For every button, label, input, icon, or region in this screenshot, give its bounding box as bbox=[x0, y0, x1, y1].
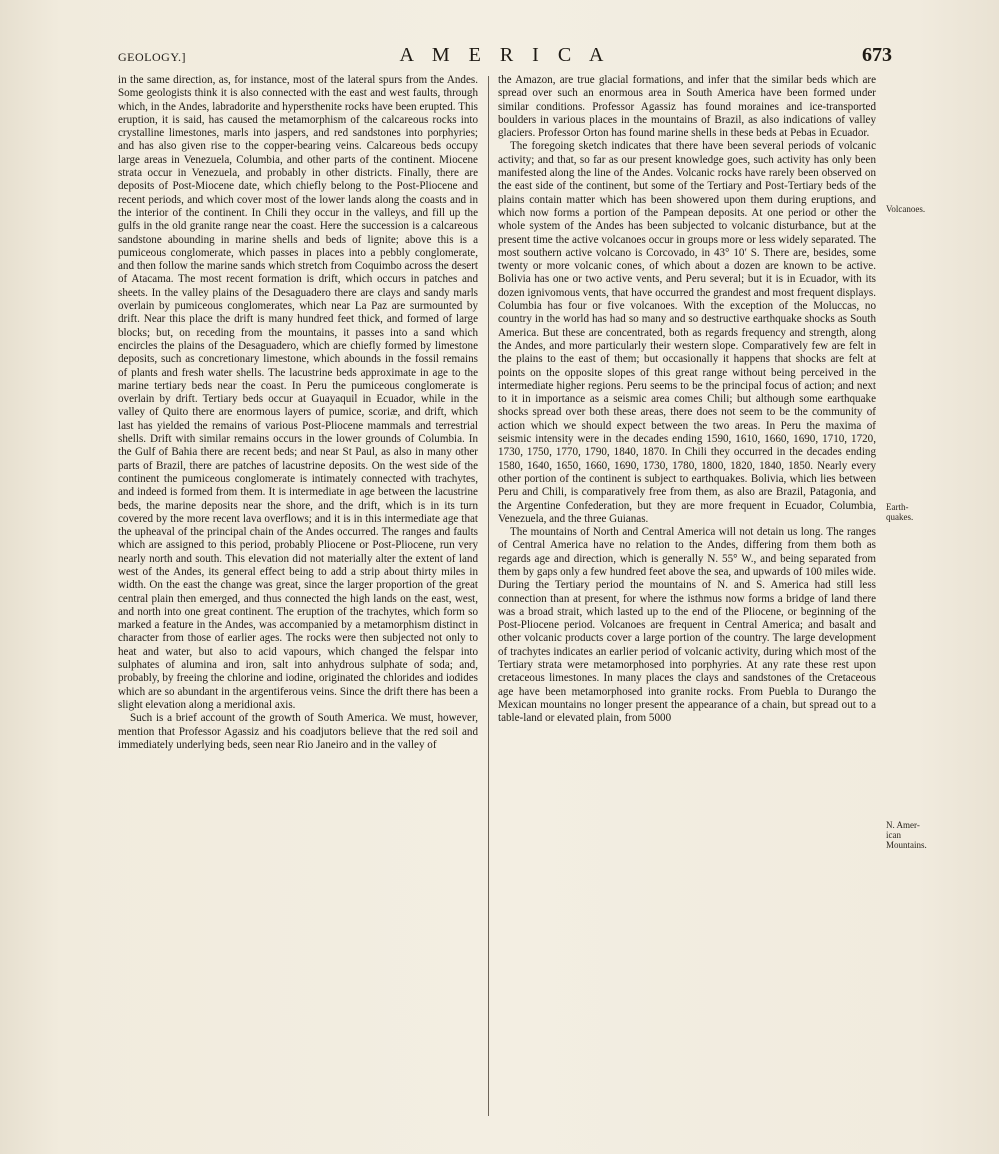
column-divider bbox=[488, 76, 489, 1116]
margin-note-earthquakes bbox=[886, 502, 946, 522]
margin-note-text: Volcanoes. bbox=[886, 204, 926, 214]
margin-note-volcanoes bbox=[886, 204, 946, 214]
margin-note-text: ican bbox=[886, 830, 901, 840]
left-column bbox=[118, 74, 478, 1134]
paragraph: the Amazon, are true glacial formations, and infer that the similar beds which are spread over such an enormous area in South America have been formed under similar conditions. Professor Agassiz has found moraines and ice-transported boulders in various places in the mountains of Brazil, as also indications of valley glaciers. Professor Orton has found marine shells in these beds at Pebas in Ecuador. bbox=[498, 74, 876, 140]
page-number: 673 bbox=[862, 44, 892, 66]
margin-note-text: Mountains. bbox=[886, 840, 927, 850]
section-label: GEOLOGY.] bbox=[118, 50, 186, 64]
page-title: A M E R I C A bbox=[399, 44, 611, 66]
margin-note-american-mountains bbox=[886, 820, 946, 850]
paragraph: Such is a brief account of the growth of South America. We must, however, mention that Professor Agassiz and his coadjutors believe that the red soil and immediately underlying beds, seen near Rio Janeiro and in the valley of bbox=[118, 712, 478, 751]
margin-note-text: Earth- bbox=[886, 502, 909, 512]
margin-note-text: N. Amer- bbox=[886, 820, 920, 830]
paragraph: in the same direction, as, for instance, most of the lateral spurs from the Andes. Some geologists think it is also connected with the east and west faults, through which, in the Andes, labradorite and hypersthenite rocks have been erupted. This eruption, it is said, has caused the metamorphism of the calcareous rocks into crystalline limestones, marls into jaspers, and red sandstones into porphyries; and has also given rise to the copper-bearing veins. Calcareous beds occupy large areas in Venezuela, Columbia, and other parts of the continent. Miocene strata occur in Venezuela, and probably in other districts. Finally, there are deposits of Post-Miocene date, which chiefly belong to the Post-Pliocene and recent periods, and which cover most of the lower lands along the coasts and in the interior of the continent. In Chili they occur in the valleys, and fill up the gulfs in the old granite range near the coast. Here the succession is a calcareous sandstone abounding in marine shells and beds of lignite; above this is a pumiceous conglomerate, which passes in places into a pebbly conglomerate, and then follow the marine sands which stretch from Coquimbo across the desert of Atacama. The most recent formation is drift, which occurs in patches and sheets. In the valley plains of the Desaguadero there are clays and sandy marls overlain by pumiceous conglomerates, which near La Paz are surmounted by drift. Near this place the drift is many hundred feet thick, and formed of large blocks; but, on receding from the mountains, it passes into a sand which encircles the plains of the Desaguadero, which are chiefly formed by limestone deposits, such as concretionary limestone, which abounds in the fossil remains of plants and fresh water shells. The lacustrine beds approximate in age to the marine tertiary beds near the coast. In Peru the pumiceous conglomerate is overlain by drift. Tertiary beds occur at Guayaquil in Ecuador, while in the valley of Quito there are enormous layers of pumice, scoriæ, and drift, which last has yielded the remains of various Post-Pliocene mammals and terrestrial shells. Drift with similar remains occurs in the lower grounds of Columbia. In the Gulf of Bahia there are recent beds; and near St Paul, as also in many other parts of Brazil, there are patches of lacustrine deposits. On the west side of the continent the pumiceous conglomerate is intimately connected with trachytes, and indeed is formed from them. It is intermediate in age between the lacustrine beds, the marine deposits near the shore, and the drift, which is in its turn covered by the more recent lava overflows; and it is in this intermediate age that the upheaval of the principal chain of the Andes occurred. The ranges and faults which are assigned to this period, probably Pliocene or Post-Pliocene, run very nearly north and south. This elevation did not materially alter the extent of land west of the Andes, its general effect being to add a strip about thirty miles in width. On the east the change was great, since the larger proportion of the great central plain then emerged, and thus connected the high lands on the east, west, and north into one great continent. The eruption of the trachytes, which form so marked a feature in the Andes, was accompanied by a metamorphism distinct in character from those of earlier ages. The rocks were then subjected not only to heat and water, but also to acid vapours, which changed the felspar into sulphates of alumina and iron, salt into anhydrous sulphate of soda; and, probably, by freeing the chlorine and iodine, originated the chlorides and iodides which are so abundant in the argentiferous veins. Since the drift there has been a slight elevation along a meridional axis. bbox=[118, 74, 478, 711]
paragraph: The mountains of North and Central America will not detain us long. The ranges of Central America have no relation to the Andes, differing from them both as regards age and direction, which is generally N. 55° W., and being separated from them by gaps only a few hundred feet above the sea, and upwards of 100 miles wide. During the Tertiary period the mountains of N. and S. America had still less connection than at present, for where the isthmus now forms a bridge of land there was a broad strait, which lasted up to the end of the Pliocene, or beginning of the Post-Pliocene period. Volcanoes are frequent in Central America; and basalt and other volcanic products cover a large portion of the country. The large development of trachytes indicates an earlier period of volcanic activity, during which most of the Tertiary strata were metamorphosed into porphyries. At any rate these rest upon cretaceous limestones. In many places the clays and sandstones of the Cretaceous age have been metamorphosed into granite rocks. From Puebla to Durango the Mexican mountains no longer present the appearance of a chain, but spread out to a table-land or elevated plain, from 5000 bbox=[498, 526, 876, 725]
margin-note-text: quakes. bbox=[886, 512, 914, 522]
right-column bbox=[498, 74, 876, 1134]
running-header bbox=[118, 44, 892, 70]
paragraph: The foregoing sketch indicates that there have been several periods of volcanic activity; and that, so far as our present knowledge goes, such activity has only been manifested along the line of the Andes. Volcanic rocks have rarely been observed on the east side of the continent, but some of the Tertiary and Post-Tertiary beds of the plains contain matter which has been showered upon them during eruptions, and which now forms a portion of the Pampean deposits. At one period or other the whole system of the Andes has been subjected to volcanic disturbance, but at the present time the active volcanoes occur in groups more or less widely separated. The most southern active volcano is Corcovado, in 43° 10′ S. There are, besides, some twenty or more volcanic cones, of which about a dozen are known to be active. Bolivia has one or two active vents, and Peru several; but it is in Ecuador, with its dozen ignivomous vents, that have occurred the grandest and most frequent displays. Columbia has four or five volcanoes. With the exception of the Moluccas, no country in the world has had so many and so destructive earthquake shocks as South America. But these are concentrated, both as regards frequency and strength, along the Andes, and more particularly their western slope. Comparatively few are felt in the plains to the east of them; but occasionally it happens that shocks are felt at points on the opposite slopes of this great range without being perceived in the intermediate higher regions. Peru seems to be the principal focus of action; and next to it in importance as a seismic area comes Chili; but although some earthquake shocks spread over both these areas, there does not seem to be the community of action which we should expect between the two areas. In Peru the maxima of seismic intensity were in the decades ending 1590, 1610, 1660, 1690, 1710, 1720, 1730, 1750, 1770, 1790, 1840, 1870. In Chili they occurred in the decades ending 1580, 1640, 1650, 1660, 1690, 1730, 1780, 1800, 1820, 1840, 1850. Nearly every other portion of the continent is subject to earthquakes. Bolivia, which lies between Peru and Chili, is comparatively free from them, as also are Brazil, Patagonia, and the Argentine Confederation, but they are more frequent in Ecuador, Columbia, Venezuela, and the three Guianas. bbox=[498, 140, 876, 525]
